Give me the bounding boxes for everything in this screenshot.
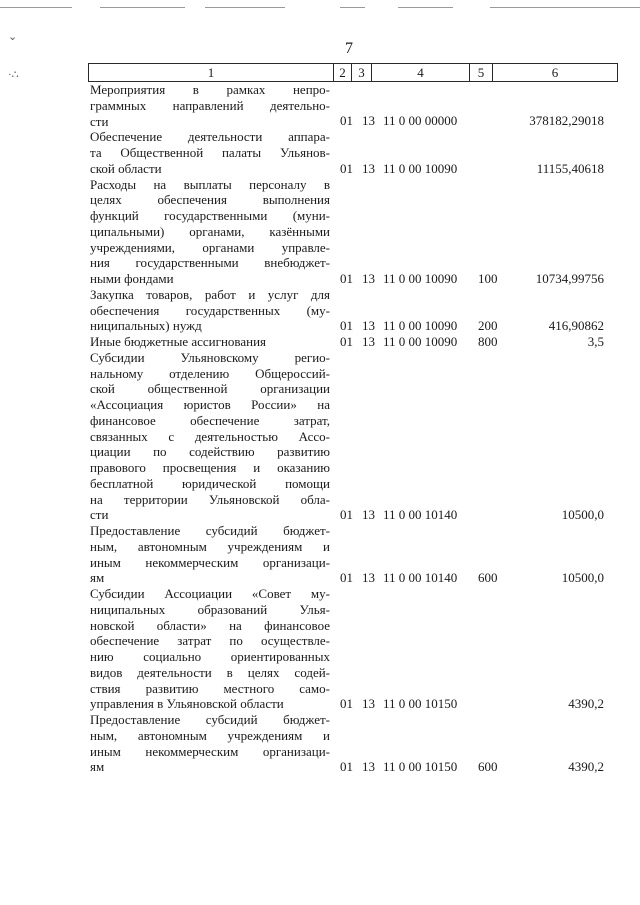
scan-artifact-line bbox=[205, 7, 285, 8]
row-description bbox=[90, 350, 330, 523]
target-article-code: 11 0 00 10090 bbox=[383, 160, 458, 176]
header-cell-amount: 6 bbox=[493, 64, 618, 82]
table-column-header bbox=[88, 63, 618, 82]
row-codes bbox=[0, 161, 640, 177]
amount-value: 10500,0 bbox=[561, 507, 604, 522]
description-line: Предоставление субсидий бюджет- bbox=[90, 712, 330, 727]
expense-type-code: 100 bbox=[478, 270, 498, 286]
page-number: 7 bbox=[345, 40, 353, 57]
table-row bbox=[0, 586, 640, 712]
description-line: ния государственными внебюджет- bbox=[90, 255, 330, 271]
header-row bbox=[89, 64, 618, 82]
description-line: ным, автономным учреждениям и bbox=[90, 727, 330, 743]
amount-value: 11155,40618 bbox=[536, 160, 604, 176]
expense-type-code: 800 bbox=[478, 333, 498, 349]
table-row bbox=[0, 334, 640, 350]
table-row bbox=[0, 523, 640, 586]
description-line: циации по содействию развитию bbox=[90, 444, 330, 460]
description-line: Предоставление субсидий бюджет- bbox=[90, 523, 330, 538]
description-line: ской общественной организации bbox=[90, 381, 330, 397]
description-line: Мероприятия в рамках непро- bbox=[90, 82, 330, 97]
header-cell-expense-type: 5 bbox=[470, 64, 493, 82]
row-codes bbox=[0, 334, 640, 350]
row-codes bbox=[0, 759, 640, 775]
description-line: управления в Ульяновской области bbox=[90, 696, 284, 712]
subsection-code: 13 bbox=[362, 113, 375, 129]
amount-value: 10500,0 bbox=[561, 570, 604, 585]
target-article-code: 11 0 00 10090 bbox=[383, 270, 458, 286]
subsection-code: 13 bbox=[362, 570, 375, 585]
amount-value: 3,5 bbox=[587, 333, 604, 349]
row-codes bbox=[0, 318, 640, 334]
description-line: бесплатной юридической помощи bbox=[90, 475, 330, 491]
section-code: 01 bbox=[340, 270, 353, 286]
row-codes bbox=[0, 507, 640, 523]
section-code: 01 bbox=[340, 570, 353, 585]
description-line: иным некоммерческим организаци- bbox=[90, 554, 330, 570]
description-line: ской области bbox=[90, 160, 162, 176]
description-line: нальному отделению Общероссий- bbox=[90, 365, 330, 381]
scan-artifact-line bbox=[0, 7, 72, 8]
description-line: ствия развитию местного само- bbox=[90, 680, 330, 696]
amount-value: 4390,2 bbox=[568, 696, 604, 711]
header-cell-description: 1 bbox=[89, 64, 334, 82]
subsection-code: 13 bbox=[362, 333, 375, 349]
expense-type-code: 600 bbox=[478, 570, 498, 585]
section-code: 01 bbox=[340, 759, 353, 774]
description-line: правового просвещения и оказанию bbox=[90, 460, 330, 475]
header-cell-target-article: 4 bbox=[372, 64, 470, 82]
section-code: 01 bbox=[340, 333, 353, 349]
description-line: ным, автономным учреждениям и bbox=[90, 538, 330, 554]
target-article-code: 11 0 00 10150 bbox=[383, 759, 458, 774]
description-line: ципальными) органами, казёнными bbox=[90, 223, 330, 239]
table-row bbox=[0, 287, 640, 334]
section-code: 01 bbox=[340, 507, 353, 522]
scan-margin-mark: ·∴ bbox=[8, 69, 19, 81]
description-line: ям bbox=[90, 759, 105, 775]
description-line: связанных с деятельностью Ассо- bbox=[90, 428, 330, 444]
description-line: сти bbox=[90, 113, 109, 129]
table-row bbox=[0, 350, 640, 523]
scan-artifact-line bbox=[490, 7, 640, 8]
scan-margin-mark: ⌄ bbox=[8, 31, 18, 43]
table-row bbox=[0, 712, 640, 775]
subsection-code: 13 bbox=[362, 160, 375, 176]
subsection-code: 13 bbox=[362, 507, 375, 522]
row-codes bbox=[0, 570, 640, 586]
target-article-code: 11 0 00 10140 bbox=[383, 570, 458, 585]
description-line: обеспечение затрат по осуществле- bbox=[90, 633, 330, 649]
description-line: Закупка товаров, работ и услуг для bbox=[90, 286, 330, 302]
row-codes bbox=[0, 696, 640, 712]
amount-value: 416,90862 bbox=[548, 318, 604, 333]
header-cell-section: 2 bbox=[334, 64, 352, 82]
expense-type-code: 600 bbox=[478, 759, 498, 774]
description-line: Иные бюджетные ассигнования bbox=[90, 334, 267, 349]
target-article-code: 11 0 00 00000 bbox=[383, 113, 458, 129]
description-line: ниципальных образований Улья- bbox=[90, 601, 330, 617]
table-row bbox=[0, 177, 640, 287]
description-line: ными фондами bbox=[90, 271, 174, 286]
description-line: сти bbox=[90, 507, 109, 523]
scan-artifact-line bbox=[100, 7, 185, 8]
table-row bbox=[0, 129, 640, 176]
expense-type-code: 200 bbox=[478, 318, 498, 333]
scan-artifact-line bbox=[340, 7, 365, 8]
subsection-code: 13 bbox=[362, 270, 375, 286]
section-code: 01 bbox=[340, 160, 353, 176]
description-line: целях обеспечения выполнения bbox=[90, 192, 330, 208]
row-codes bbox=[0, 113, 640, 129]
target-article-code: 11 0 00 10090 bbox=[383, 318, 458, 333]
subsection-code: 13 bbox=[362, 696, 375, 711]
description-line: Обеспечение деятельности аппара- bbox=[90, 129, 330, 145]
description-line: Расходы на выплаты персоналу в bbox=[90, 176, 330, 192]
scan-artifact-line bbox=[398, 7, 453, 8]
description-line: Субсидии Ульяновскому регио- bbox=[90, 349, 330, 365]
description-line: иным некоммерческим организаци- bbox=[90, 743, 330, 759]
description-line: на территории Ульяновской обла- bbox=[90, 491, 330, 507]
subsection-code: 13 bbox=[362, 759, 375, 774]
amount-value: 10734,99756 bbox=[535, 270, 604, 286]
description-line: Субсидии Ассоциации «Совет му- bbox=[90, 586, 330, 601]
target-article-code: 11 0 00 10140 bbox=[383, 507, 458, 522]
row-description bbox=[90, 586, 330, 712]
description-line: граммных направлений деятельно- bbox=[90, 97, 330, 113]
amount-value: 4390,2 bbox=[568, 759, 604, 774]
target-article-code: 11 0 00 10090 bbox=[383, 333, 458, 349]
section-code: 01 bbox=[340, 113, 353, 129]
table-row bbox=[0, 82, 640, 129]
description-line: функций государственными (муни- bbox=[90, 208, 330, 223]
description-line: «Ассоциация юристов России» на bbox=[90, 397, 330, 412]
row-codes bbox=[0, 271, 640, 287]
description-line: финансовое обеспечение затрат, bbox=[90, 412, 330, 428]
amount-value: 378182,29018 bbox=[529, 113, 604, 129]
budget-rows bbox=[0, 82, 640, 775]
description-line: видов деятельности в целях содей- bbox=[90, 664, 330, 680]
description-line: учреждениями, органами управле- bbox=[90, 239, 330, 255]
description-line: та Общественной палаты Ульянов- bbox=[90, 145, 330, 160]
subsection-code: 13 bbox=[362, 318, 375, 333]
description-line: нию социально ориентированных bbox=[90, 649, 330, 664]
description-line: обеспечения государственных (му- bbox=[90, 302, 330, 318]
section-code: 01 bbox=[340, 318, 353, 333]
target-article-code: 11 0 00 10150 bbox=[383, 696, 458, 711]
description-line: ям bbox=[90, 570, 105, 586]
header-cell-subsection: 3 bbox=[352, 64, 372, 82]
description-line: ниципальных) нужд bbox=[90, 318, 202, 334]
description-line: новской области» на финансовое bbox=[90, 617, 330, 633]
section-code: 01 bbox=[340, 696, 353, 711]
